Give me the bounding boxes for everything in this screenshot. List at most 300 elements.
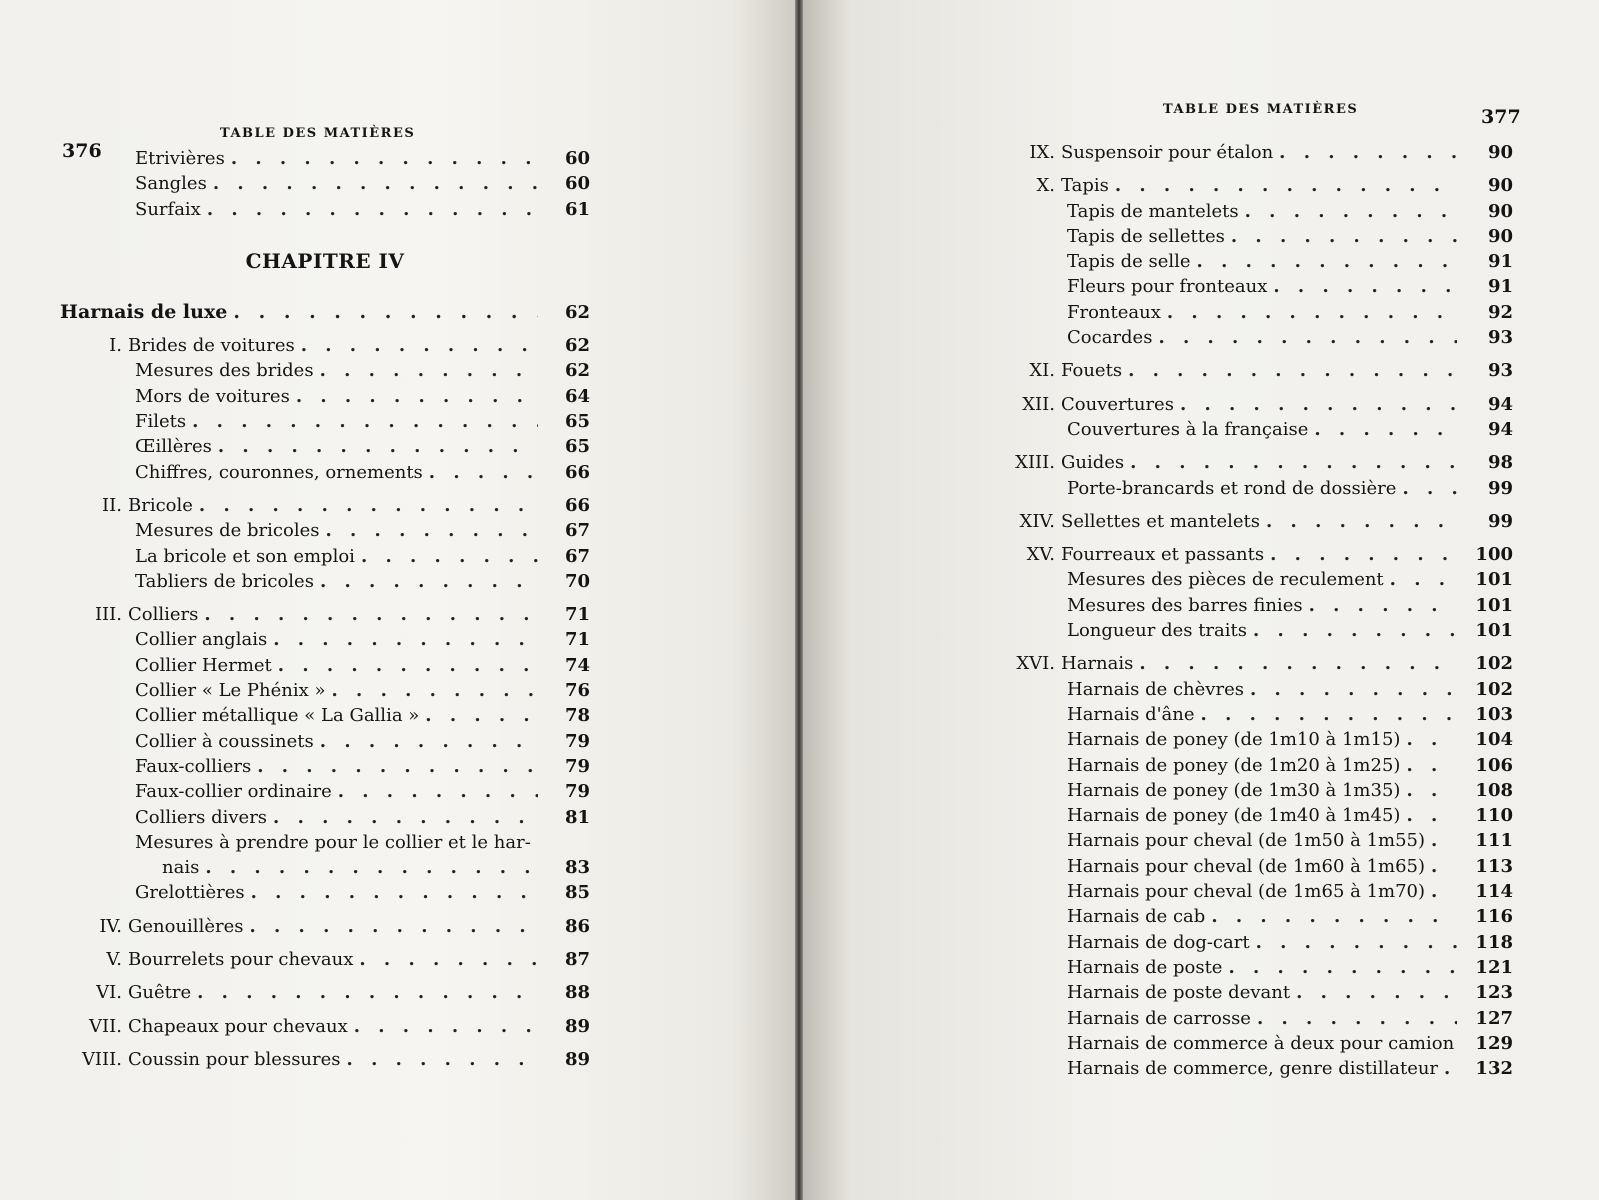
toc-entry: [60, 518, 590, 543]
toc-entry-label-group: [60, 980, 538, 1005]
toc-entry-page: 70: [564, 570, 590, 592]
toc-entry-page: 71: [564, 604, 590, 626]
toc-entry-title: Longueur des traits: [1067, 620, 1247, 642]
leader-dots: [1307, 593, 1457, 618]
toc-entry: [993, 567, 1513, 592]
toc-entry: [993, 753, 1513, 778]
toc-entry-page: 62: [564, 335, 590, 357]
leader-dots: [345, 1047, 538, 1072]
leader-dots: [271, 627, 538, 652]
toc-entry-page: 81: [564, 806, 590, 828]
toc-entry-title: Harnais de poney (de 1m40 à 1m45): [1067, 805, 1401, 827]
toc-entry-page: 108: [1475, 779, 1513, 801]
toc-entry-numeral: X.: [1036, 175, 1055, 197]
toc-entry-label-group: [135, 409, 538, 434]
toc-entry-page: 67: [564, 520, 590, 542]
toc-entry-label-group: [135, 830, 538, 855]
toc-entry: [993, 677, 1513, 702]
toc-entry-page: 90: [1487, 142, 1513, 163]
toc-entry-title: Brides de voitures: [128, 335, 295, 357]
toc-entry-title: Tapis de sellettes: [1067, 225, 1225, 247]
toc-left: [60, 146, 590, 1072]
leader-dots: [352, 1014, 538, 1039]
toc-entry-label-group: [1067, 300, 1457, 325]
toc-entry-title: Harnais pour cheval (de 1m50 à 1m55): [1067, 830, 1426, 852]
toc-entry-label-group: [1067, 199, 1457, 224]
toc-entry-label-group: [1067, 702, 1457, 727]
leader-dots: [1429, 828, 1457, 853]
toc-entry-title: Collier anglais: [135, 629, 268, 651]
toc-entry-label-group: [993, 651, 1457, 676]
toc-entry-title: Couvertures: [1061, 393, 1174, 415]
leader-dots: [1226, 955, 1457, 980]
toc-entry-page: 90: [1487, 200, 1513, 222]
toc-entry-title: Harnais pour cheval (de 1m60 à 1m65): [1067, 855, 1426, 877]
toc-entry: [60, 754, 590, 779]
toc-entry-title: Harnais de cab: [1067, 906, 1206, 928]
toc-entry: [993, 1056, 1513, 1081]
leader-dots: [1400, 476, 1457, 501]
toc-entry-title: Colliers divers: [135, 806, 268, 828]
leader-dots: [1268, 542, 1457, 567]
toc-entry-label-group: [1067, 1031, 1457, 1056]
toc-entry-title: Grelottières: [135, 882, 245, 904]
toc-entry: [993, 854, 1513, 879]
toc-entry: [60, 384, 590, 409]
toc-entry-title: Harnais pour cheval (de 1m65 à 1m70): [1067, 881, 1426, 903]
toc-entry-label-group: [1067, 879, 1457, 904]
toc-entry-page: 60: [564, 148, 590, 169]
leader-dots: [1243, 199, 1457, 224]
toc-entry-numeral: III.: [94, 604, 122, 626]
leader-dots: [1128, 450, 1457, 475]
toc-entry-label-group: [135, 146, 538, 171]
toc-entry: [60, 1014, 590, 1039]
toc-entry-title: Mesures des barres finies: [1067, 594, 1303, 616]
toc-entry: [993, 651, 1513, 676]
toc-entry-page: 79: [564, 781, 590, 803]
toc-entry-page: 132: [1475, 1058, 1513, 1080]
toc-entry-title: Harnais: [1061, 653, 1134, 675]
toc-entry-page: 102: [1475, 653, 1513, 675]
book-gutter: [795, 0, 803, 1200]
toc-entry-title: Tapis de mantelets: [1067, 200, 1239, 222]
toc-entry-numeral: XI.: [1029, 360, 1055, 382]
toc-entry-label-group: [60, 947, 538, 972]
toc-entry-label-group: [1067, 980, 1457, 1005]
toc-entry: [60, 171, 590, 196]
leader-dots: [276, 653, 538, 678]
toc-entry-page: 67: [564, 545, 590, 567]
toc-entry-label-group: [993, 173, 1457, 198]
toc-entry-label-group: [1067, 325, 1457, 350]
toc-entry: [993, 140, 1513, 165]
toc-entry-label-group: [60, 300, 538, 325]
toc-entry: [60, 434, 590, 459]
toc-entry: [993, 249, 1513, 274]
leader-dots: [1294, 980, 1457, 1005]
toc-entry: [60, 409, 590, 434]
leader-dots: [359, 544, 538, 569]
toc-entry-label-group: [135, 754, 538, 779]
toc-entry-page: 78: [564, 705, 590, 727]
page-number-right: 377: [1481, 106, 1521, 128]
toc-entry-label-group: [993, 358, 1457, 383]
toc-entry-page: 90: [1487, 225, 1513, 247]
toc-entry: [993, 476, 1513, 501]
toc-entry-title: Harnais de chèvres: [1067, 678, 1244, 700]
toc-entry-title: Fouets: [1061, 360, 1123, 382]
toc-entry: [993, 593, 1513, 618]
toc-entry-page: 110: [1475, 805, 1513, 827]
toc-entry-title: Mesures de bricoles: [135, 520, 320, 542]
toc-entry: [993, 1006, 1513, 1031]
toc-entry-title: Harnais de poste: [1067, 956, 1223, 978]
toc-left-after: [60, 300, 590, 1072]
leader-dots: [1442, 1056, 1457, 1081]
toc-entry-page: 113: [1475, 855, 1513, 877]
toc-entry: [60, 333, 590, 358]
toc-right-entries: [993, 140, 1513, 1081]
toc-entry-label-group: [135, 805, 538, 830]
toc-entry-page: 61: [564, 198, 590, 220]
toc-entry-label-group: [1067, 476, 1457, 501]
toc-entry-title: Tapis: [1061, 175, 1109, 197]
leader-dots: [1195, 249, 1457, 274]
toc-entry-page: 123: [1475, 982, 1513, 1004]
toc-entry-page: 106: [1475, 754, 1513, 776]
toc-entry-numeral: XV.: [1026, 544, 1055, 566]
leader-dots: [231, 300, 538, 325]
toc-entry-numeral: IV.: [99, 915, 122, 937]
toc-entry-label-group: [135, 171, 538, 196]
toc-entry-label-group: [135, 434, 538, 459]
leader-dots: [247, 914, 538, 939]
toc-entry-label-group: [1067, 1056, 1457, 1081]
toc-entry-label-group: [135, 569, 538, 594]
toc-entry: [993, 199, 1513, 224]
toc-entry: [60, 855, 590, 880]
leader-dots: [1404, 727, 1457, 752]
toc-entry-page: 83: [564, 857, 590, 879]
toc-entry: [60, 146, 590, 171]
toc-entry: [993, 879, 1513, 904]
leader-dots: [203, 855, 538, 880]
leader-dots: [1178, 392, 1457, 417]
toc-entry-page: 111: [1475, 830, 1513, 852]
toc-entry-page: 85: [564, 882, 590, 904]
toc-entry-title: Harnais de dog-cart: [1067, 931, 1250, 953]
toc-entry: [60, 544, 590, 569]
toc-entry: [993, 904, 1513, 929]
toc-entry-page: 91: [1487, 251, 1513, 273]
toc-entry-label-group: [1067, 677, 1457, 702]
leader-dots: [336, 779, 538, 804]
toc-entry-numeral: VI.: [96, 982, 122, 1004]
toc-entry-title: La bricole et son emploi: [135, 545, 355, 567]
toc-entry-page: 79: [564, 755, 590, 777]
toc-entry-title: Harnais de carrosse: [1067, 1007, 1251, 1029]
toc-entry-label-group: [1067, 618, 1457, 643]
toc-entry-page: 89: [564, 1015, 590, 1037]
toc-entry-numeral: VIII.: [81, 1048, 122, 1070]
toc-entry: [993, 224, 1513, 249]
toc-entry-label-group: [1067, 904, 1457, 929]
toc-entry-label-group: [60, 493, 538, 518]
leader-dots: [1388, 567, 1457, 592]
toc-entry-title: Faux-colliers: [135, 755, 252, 777]
leader-dots: [1251, 618, 1457, 643]
toc-entry-title: Fourreaux et passants: [1061, 544, 1265, 566]
leader-dots: [1248, 677, 1457, 702]
toc-entry-label-group: [1067, 567, 1457, 592]
leader-dots: [1429, 879, 1457, 904]
toc-entry-title: Collier à coussinets: [135, 730, 314, 752]
toc-entry-label-group: [135, 358, 538, 383]
toc-entry: [993, 930, 1513, 955]
toc-entry-label-group: [1067, 727, 1457, 752]
toc-entry-label-group: [135, 544, 538, 569]
toc-entry: [60, 460, 590, 485]
toc-entry-label-group: [162, 855, 538, 880]
leader-dots: [318, 569, 538, 594]
toc-entry-title: Chapeaux pour chevaux: [128, 1015, 348, 1037]
toc-entry-label-group: [60, 602, 538, 627]
toc-entry-page: 101: [1475, 620, 1513, 642]
toc-entry-label-group: [60, 333, 538, 358]
toc-entry: [993, 173, 1513, 198]
toc-entry-label-group: [135, 653, 538, 678]
toc-entry-page: 94: [1487, 418, 1513, 440]
chapter-heading: CHAPITRE IV: [245, 248, 405, 273]
toc-entry-page: 89: [564, 1048, 590, 1070]
toc-entry-page: 114: [1475, 881, 1513, 903]
toc-entry-page: 66: [564, 494, 590, 516]
leader-dots: [1199, 702, 1457, 727]
toc-entry-title: Harnais de luxe: [60, 300, 228, 323]
toc-entry-label-group: [60, 1047, 538, 1072]
toc-entry-numeral: XVI.: [1016, 653, 1055, 675]
toc-entry-title: Harnais de commerce, genre distillateur: [1067, 1058, 1439, 1080]
toc-entry: [993, 300, 1513, 325]
toc-entry: [993, 778, 1513, 803]
toc-entry-label-group: [1067, 955, 1457, 980]
toc-entry-title: Bourrelets pour chevaux: [128, 949, 354, 971]
toc-entry-page: 66: [564, 461, 590, 483]
toc-entry-numeral: XII.: [1022, 393, 1055, 415]
toc-entry-page: 79: [564, 730, 590, 752]
toc-entry-page: 98: [1487, 452, 1513, 474]
toc-entry-page: 93: [1487, 327, 1513, 349]
toc-entry: [993, 980, 1513, 1005]
toc-entry-label-group: [993, 450, 1457, 475]
toc-entry: [60, 197, 590, 222]
toc-entry-page: 116: [1475, 906, 1513, 928]
toc-entry-label-group: [1067, 854, 1457, 879]
leader-dots: [1404, 778, 1457, 803]
toc-entry-page: 93: [1487, 360, 1513, 382]
leader-dots: [211, 171, 538, 196]
toc-entry: [60, 569, 590, 594]
leader-dots: [1126, 358, 1457, 383]
toc-entry-page: 104: [1475, 729, 1513, 751]
toc-entry-title: Collier « Le Phénix »: [135, 680, 326, 702]
toc-entry-title: nais: [162, 857, 200, 879]
left-page: [0, 0, 795, 1200]
toc-entry-numeral: I.: [109, 335, 122, 357]
toc-entry-label-group: [993, 509, 1457, 534]
toc-entry: [993, 803, 1513, 828]
toc-entry-title: Sellettes et mantelets: [1061, 510, 1260, 532]
leader-dots: [1254, 930, 1457, 955]
toc-entry: [993, 1031, 1513, 1056]
toc-entry-label-group: [993, 392, 1457, 417]
toc-entry: [60, 779, 590, 804]
leader-dots: [1229, 224, 1457, 249]
leader-dots: [195, 980, 538, 1005]
toc-entry: [993, 325, 1513, 350]
toc-entry-title: Fleurs pour fronteaux: [1067, 276, 1268, 298]
toc-entry: [993, 828, 1513, 853]
toc-entry-title: Chiffres, couronnes, ornements: [135, 461, 423, 483]
toc-entry-page: 103: [1475, 703, 1513, 725]
toc-left-before: [60, 146, 590, 222]
toc-entry: [60, 653, 590, 678]
toc-entry-title: Tabliers de bricoles: [135, 570, 314, 592]
toc-entry-page: 127: [1475, 1007, 1513, 1029]
toc-entry: [60, 300, 590, 325]
toc-entry-title: Harnais d'âne: [1067, 703, 1195, 725]
toc-entry: [993, 618, 1513, 643]
toc-entry: [60, 947, 590, 972]
toc-entry-label-group: [1067, 930, 1457, 955]
toc-entry-label-group: [1067, 778, 1457, 803]
toc-entry-title: Harnais de poney (de 1m20 à 1m25): [1067, 754, 1401, 776]
toc-entry: [993, 727, 1513, 752]
toc-entry-page: 65: [564, 436, 590, 458]
toc-entry-label-group: [1067, 753, 1457, 778]
toc-entry-page: 101: [1475, 569, 1513, 591]
leader-dots: [427, 460, 538, 485]
leader-dots: [318, 729, 538, 754]
leader-dots: [1137, 651, 1457, 676]
toc-entry-label-group: [135, 460, 538, 485]
toc-entry-title: Mesures des brides: [135, 360, 314, 382]
toc-entry-label-group: [993, 140, 1457, 165]
toc-entry-label-group: [135, 729, 538, 754]
toc-entry-title: Colliers: [128, 604, 199, 626]
toc-entry: [60, 830, 590, 855]
leader-dots: [202, 602, 538, 627]
toc-entry-page: 76: [564, 680, 590, 702]
toc-entry-page: 90: [1487, 175, 1513, 197]
leader-dots: [294, 384, 538, 409]
leader-dots: [423, 703, 538, 728]
toc-entry: [993, 274, 1513, 299]
leader-dots: [1165, 300, 1457, 325]
leader-dots: [229, 146, 538, 171]
toc-entry-page: 62: [564, 301, 590, 323]
toc-entry-title: Harnais de poney (de 1m30 à 1m35): [1067, 779, 1401, 801]
toc-entry-title: Bricole: [128, 494, 193, 516]
toc-entry-title: Cocardes: [1067, 327, 1153, 349]
toc-entry-page: 102: [1475, 678, 1513, 700]
toc-entry-numeral: XIII.: [1015, 452, 1055, 474]
toc-entry-title: Coussin pour blessures: [128, 1048, 341, 1070]
leader-dots: [197, 493, 538, 518]
toc-entry-page: 100: [1475, 544, 1513, 566]
toc-entry: [993, 955, 1513, 980]
toc-entry-page: 62: [564, 360, 590, 382]
leader-dots: [190, 409, 538, 434]
leader-dots: [255, 754, 538, 779]
leader-dots: [1429, 854, 1457, 879]
toc-entry-title: Suspensoir pour étalon: [1061, 142, 1274, 163]
toc-entry-label-group: [1067, 274, 1457, 299]
toc-entry-label-group: [993, 542, 1457, 567]
toc-entry-numeral: XIV.: [1019, 510, 1055, 532]
toc-entry: [993, 509, 1513, 534]
toc-entry: [60, 980, 590, 1005]
running-head-right: TABLE DES MATIÈRES: [1163, 102, 1359, 117]
leader-dots: [299, 333, 538, 358]
page-number-left: 376: [62, 140, 102, 162]
toc-entry-page: 129: [1475, 1032, 1513, 1054]
leader-dots: [330, 678, 538, 703]
leader-dots: [249, 880, 538, 905]
leader-dots: [357, 947, 538, 972]
leader-dots: [1264, 509, 1457, 534]
toc-entry: [60, 880, 590, 905]
toc-entry: [60, 358, 590, 383]
toc-entry-title: Filets: [135, 411, 187, 433]
toc-entry: [60, 678, 590, 703]
toc-entry: [993, 702, 1513, 727]
toc-entry: [60, 602, 590, 627]
toc-entry-page: 88: [564, 982, 590, 1004]
toc-entry-title: Etrivières: [135, 148, 225, 169]
toc-entry-label-group: [60, 1014, 538, 1039]
toc-entry-label-group: [1067, 803, 1457, 828]
toc-entry-label-group: [135, 880, 538, 905]
toc-entry-title: Tapis de selle: [1067, 251, 1191, 273]
toc-entry-page: 64: [564, 385, 590, 407]
toc-entry-page: 118: [1475, 931, 1513, 953]
leader-dots: [1255, 1006, 1457, 1031]
toc-entry-page: 91: [1487, 276, 1513, 298]
toc-entry-page: 121: [1475, 956, 1513, 978]
toc-entry-label-group: [135, 779, 538, 804]
toc-entry-title: Faux-collier ordinaire: [135, 781, 332, 803]
toc-entry-label-group: [60, 914, 538, 939]
leader-dots: [1209, 904, 1457, 929]
leader-dots: [323, 518, 538, 543]
toc-entry-page: 87: [564, 949, 590, 971]
toc-entry: [993, 417, 1513, 442]
toc-entry-title: Mesures à prendre pour le collier et le har-: [135, 831, 531, 853]
toc-entry-title: Harnais de commerce à deux pour camion: [1067, 1032, 1455, 1054]
toc-entry-title: Collier métallique « La Gallia »: [135, 705, 420, 727]
toc-entry-page: 99: [1487, 510, 1513, 532]
toc-entry-label-group: [1067, 249, 1457, 274]
toc-entry: [993, 358, 1513, 383]
toc-entry-label-group: [135, 678, 538, 703]
toc-entry: [993, 542, 1513, 567]
toc-entry-title: Couvertures à la française: [1067, 418, 1309, 440]
toc-entry-title: Guides: [1061, 452, 1125, 474]
toc-entry-label-group: [1067, 224, 1457, 249]
toc-entry-title: Harnais de poste devant: [1067, 982, 1291, 1004]
